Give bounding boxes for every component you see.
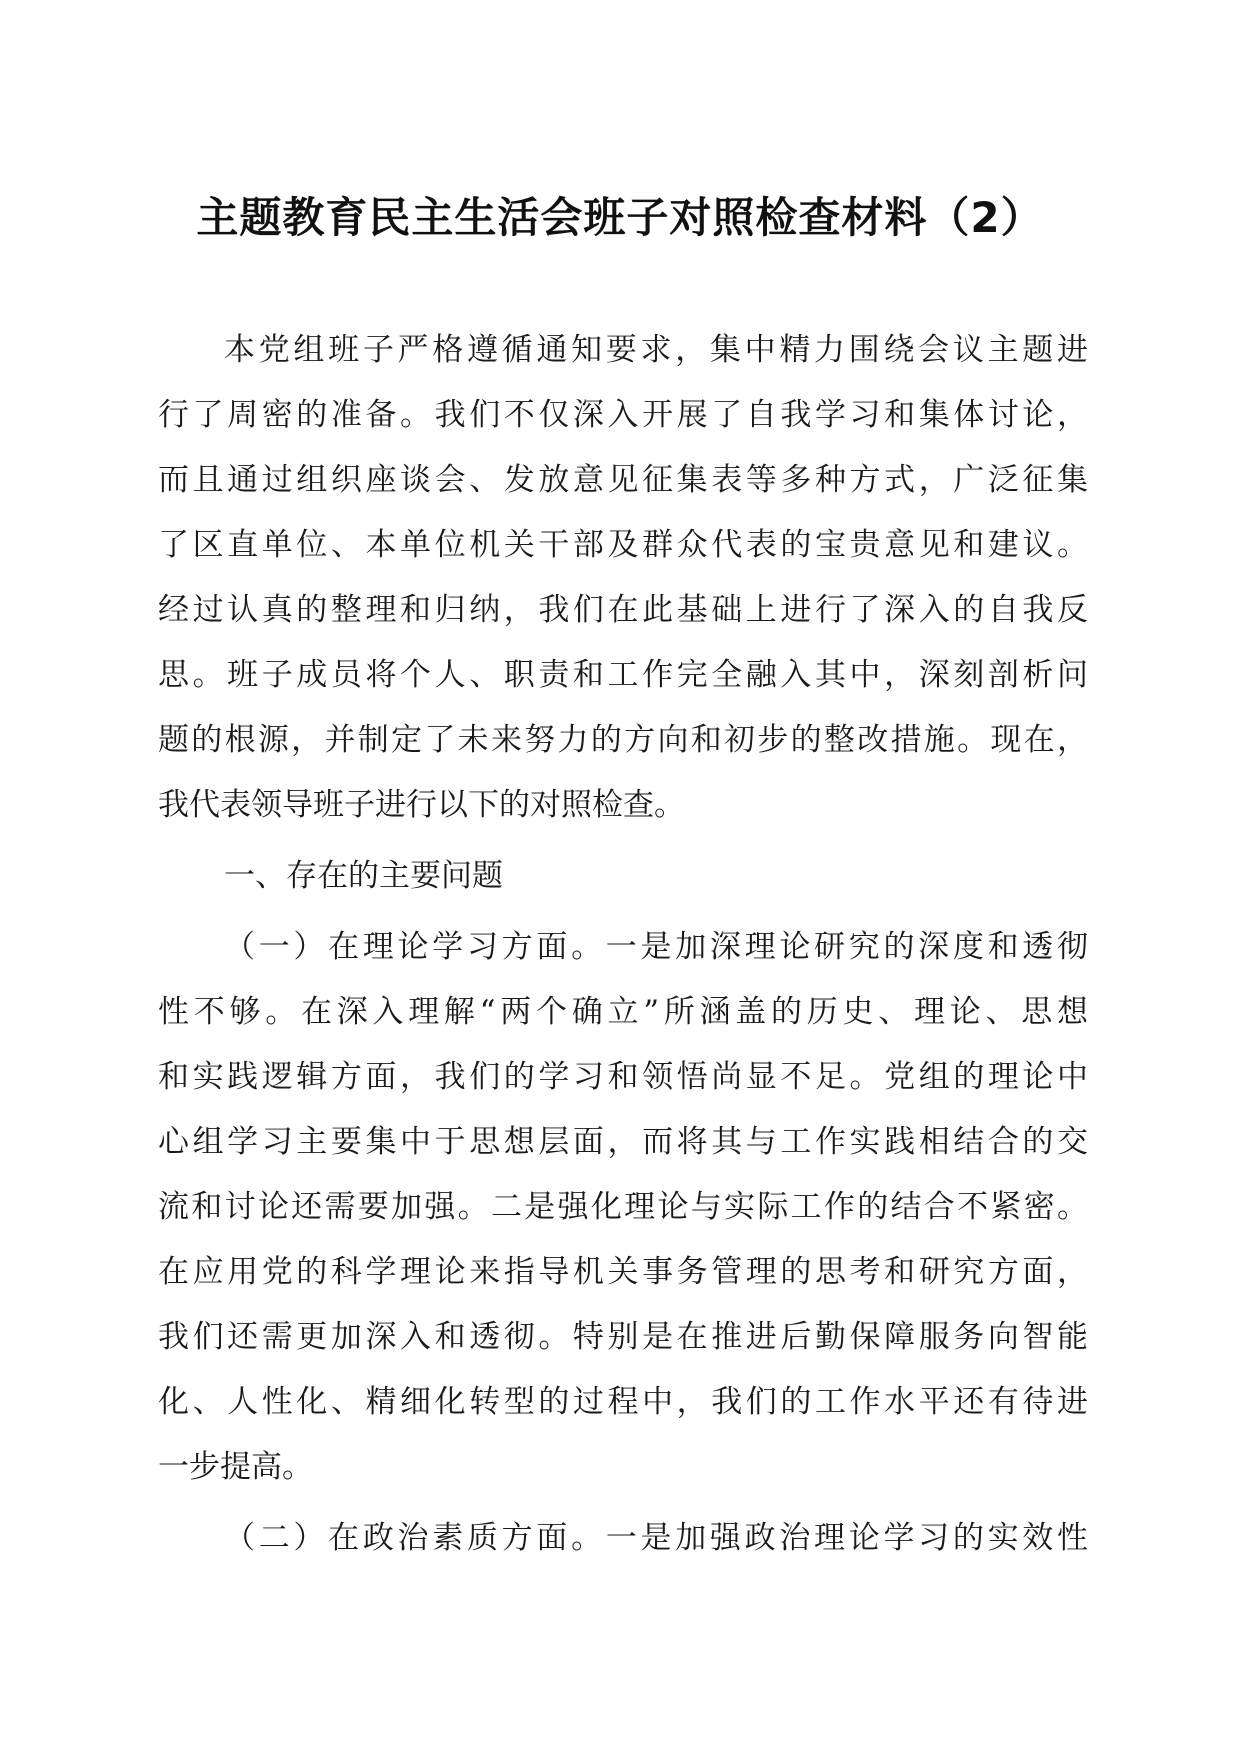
text-line: 行了周密的准备。我们不仅深入开展了自我学习和集体讨论， (158, 397, 1088, 433)
text-line: 化、人性化、精细化转型的过程中，我们的工作水平还有待进 (158, 1384, 1088, 1420)
text-line: 性不够。在深入理解“两个确立”所涵盖的历史、理论、思想 (158, 994, 1088, 1030)
paragraph-political-quality (158, 1506, 1088, 1571)
text-line: 思。班子成员将个人、职责和工作完全融入其中，深刻剖析问 (158, 657, 1088, 693)
text-line: （二）在政治素质方面。一是加强政治理论学习的实效性 (224, 1520, 1088, 1556)
text-line: 而且通过组织座谈会、发放意见征集表等多种方式，广泛征集 (158, 462, 1088, 498)
document-title: 主题教育民主生活会班子对照检查材料（2） (196, 193, 1044, 242)
text-line: 流和讨论还需要加强。二是强化理论与实际工作的结合不紧密。 (158, 1189, 1088, 1225)
text-line: 了区直单位、本单位机关干部及群众代表的宝贵意见和建议。 (158, 527, 1088, 563)
text-line: 一步提高。 (158, 1449, 313, 1485)
section-heading (158, 844, 1088, 909)
paragraph-intro (158, 318, 1088, 838)
text-line: （一）在理论学习方面。一是加深理论研究的深度和透彻 (224, 929, 1088, 965)
paragraph-theory-study (158, 915, 1088, 1500)
text-line: 我代表领导班子进行以下的对照检查。 (158, 787, 685, 823)
text-line: 本党组班子严格遵循通知要求，集中精力围绕会议主题进 (224, 332, 1088, 368)
text-line: 在应用党的科学理论来指导机关事务管理的思考和研究方面， (158, 1254, 1088, 1290)
text-line: 我们还需更加深入和透彻。特别是在推进后勤保障服务向智能 (158, 1319, 1088, 1355)
heading-line: 一、存在的主要问题 (224, 858, 503, 894)
document-body (158, 318, 1088, 1571)
text-line: 题的根源，并制定了未来努力的方向和初步的整改措施。现在， (158, 722, 1088, 758)
text-line: 和实践逻辑方面，我们的学习和领悟尚显不足。党组的理论中 (158, 1059, 1088, 1095)
text-line: 经过认真的整理和归纳，我们在此基础上进行了深入的自我反 (158, 592, 1088, 628)
text-line: 心组学习主要集中于思想层面，而将其与工作实践相结合的交 (158, 1124, 1088, 1160)
